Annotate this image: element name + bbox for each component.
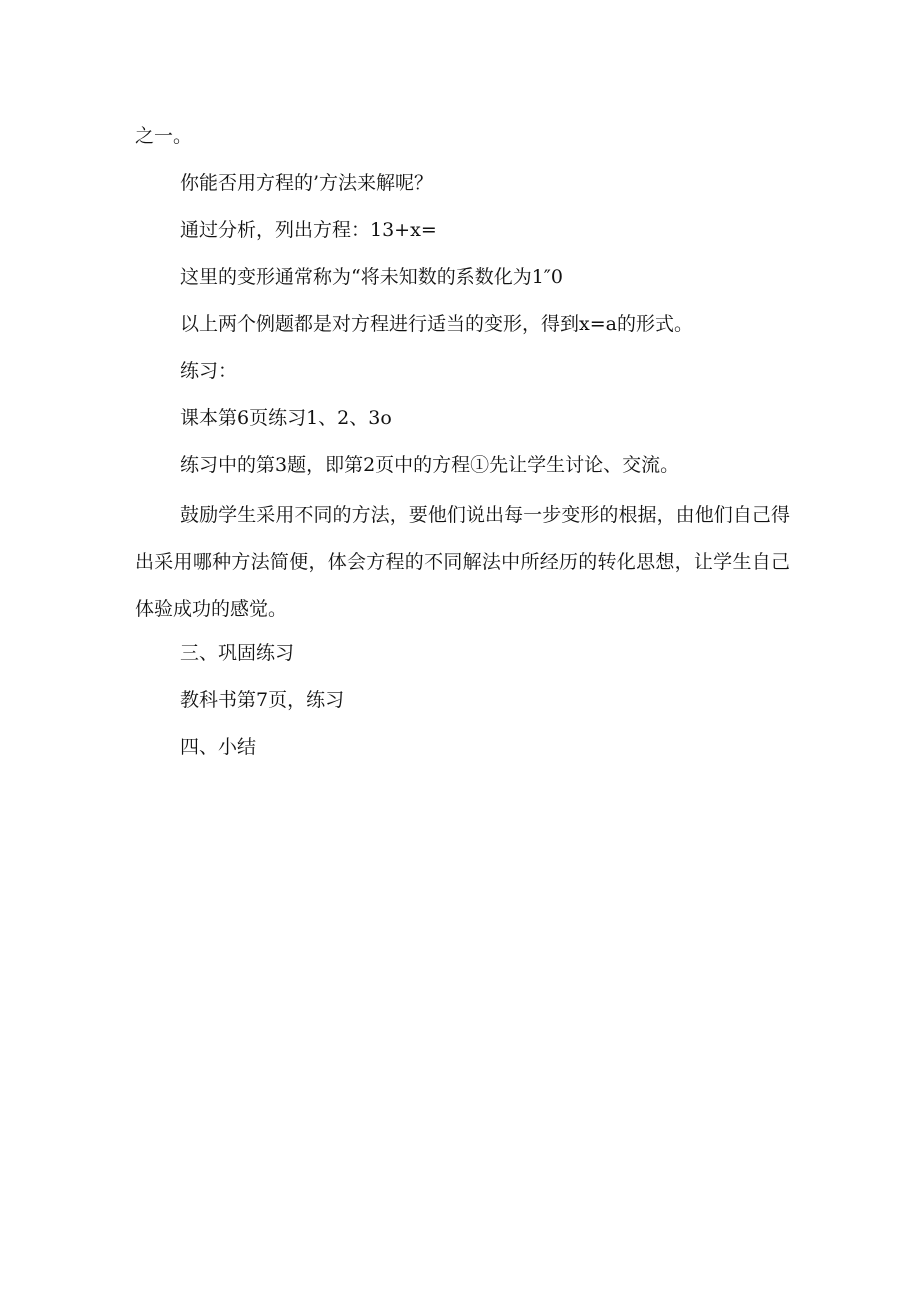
- section-heading-summary: 四、小结: [180, 736, 257, 758]
- text-line-continuation: 之一。: [135, 125, 193, 147]
- text-line-transformation: 这里的变形通常称为“将未知数的系数化为1″0: [180, 266, 563, 288]
- text-line-equation: 通过分析，列出方程：13+x=: [180, 219, 437, 241]
- text-line-textbook-page: 教科书第7页，练习: [180, 689, 345, 711]
- text-line-question: 你能否用方程的’方法来解呢？: [180, 172, 434, 194]
- section-heading-consolidation: 三、巩固练习: [180, 642, 295, 664]
- text-line-practice-heading: 练习：: [180, 360, 238, 382]
- text-line-textbook-exercise: 课本第6页练习1、2、3o: [180, 407, 392, 429]
- text-line-question-three: 练习中的第3题，即第2页中的方程①先让学生讨论、交流。: [180, 454, 680, 476]
- text-line-summary-examples: 以上两个例题都是对方程进行适当的变形，得到x=a的形式。: [180, 313, 693, 335]
- text-paragraph-encourage: 鼓励学生采用不同的方法，要他们说出每一步变形的根据，由他们自己得出采用哪种方法简便，体会方程的不同解法中所经历的转化思想，让学生自己体验成功的感觉。: [135, 504, 790, 620]
